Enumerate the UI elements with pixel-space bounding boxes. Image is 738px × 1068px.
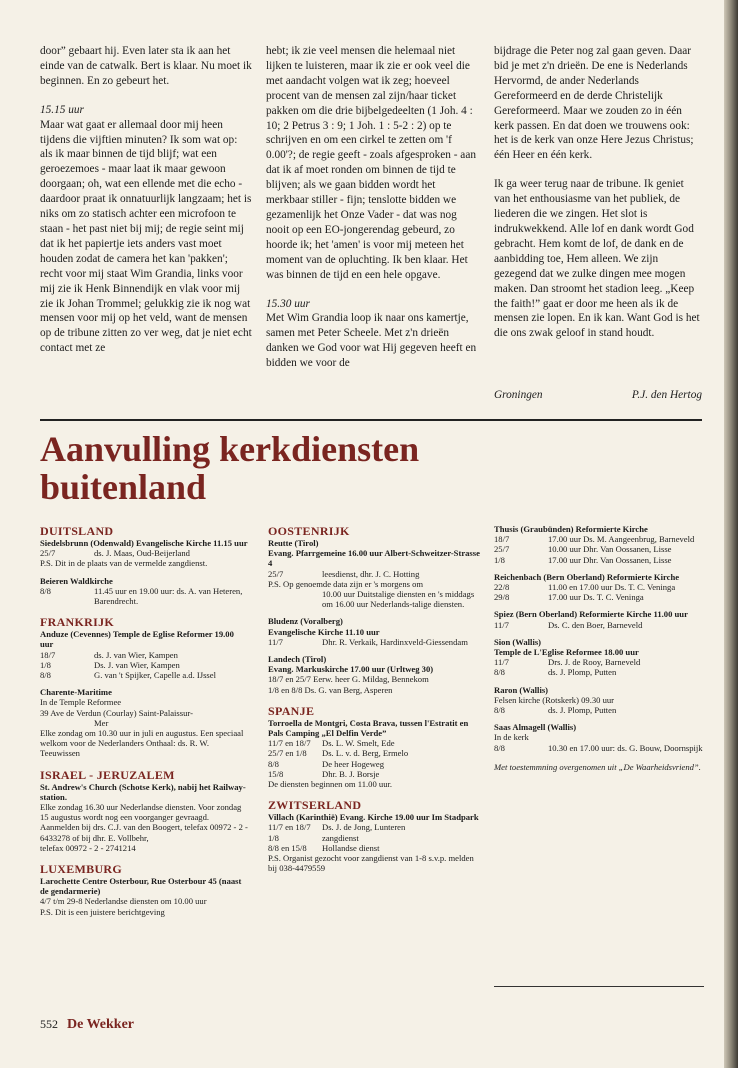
- signature-author: P.J. den Hertog: [631, 389, 702, 401]
- service-date: 18/7: [494, 534, 510, 545]
- service-row: [494, 667, 704, 677]
- service-date: 8/8: [494, 667, 505, 678]
- service-row: [268, 738, 480, 748]
- address-line: In de kerk: [494, 732, 529, 743]
- service-row: [494, 743, 704, 753]
- magazine-name: De Wekker: [67, 1017, 135, 1032]
- service-detail: 17.00 uur Ds. T. C. Veninga: [548, 592, 644, 603]
- service-detail: Ds. J. van Wier, Kampen: [94, 659, 180, 670]
- service-line: 1/8 en 8/8 Ds. G. van Berg, Asperen: [268, 684, 393, 695]
- service-detail: 17.00 uur Ds. M. Aangeenbrug, Barneveld: [548, 534, 695, 545]
- service-detail: ds. J. Maas, Oud-Beijerland: [94, 548, 190, 559]
- church-name: Evang. Pfarrgemeine 16.00 uur Albert-Schweitzer-Strasse 4: [268, 548, 480, 569]
- service-date: 1/8: [40, 659, 51, 670]
- service-row: [494, 544, 704, 554]
- note: 4/7 t/m 29-8 Nederlandse diensten om 10.00 uur: [40, 896, 207, 907]
- address-line: In de Temple Reformee: [40, 697, 122, 708]
- service-detail: Drs. J. de Rooy, Barneveld: [548, 657, 641, 668]
- service-row: [40, 670, 248, 680]
- church-name: Temple de L'Eglise Reformee 18.00 uur: [494, 647, 639, 658]
- church-name: Siedelsbrunn (Odenwald) Evangelische Kirche 11.15 uur: [40, 538, 248, 548]
- church-name: Saas Almagell (Wallis): [494, 722, 577, 733]
- church-name: Torroella de Montgri, Costa Brava, tussen l'Estratit en Pals Camping „El Delfin Verde”: [268, 717, 469, 739]
- service-row: [40, 586, 248, 606]
- service-row: [268, 769, 480, 779]
- service-date: 8/8: [40, 585, 51, 596]
- article-paragraph: door” gebaart hij. Even later sta ik aan het einde van de catwalk. Bert is klaar. Nu moet ik beginnen. En zo gebeurt het.: [40, 45, 252, 87]
- service-detail: leesdienst, dhr. J. C. Hotting: [322, 568, 420, 579]
- service-detail: Dhr. R. Verkaik, Hardinxveld-Giessendam: [322, 636, 468, 647]
- article-paragraph: Ik ga weer terug naar de tribune. Ik geniet van het enthousiasme van het publiek, de liederen die we zingen. Het slot is indrukwekkend. Alle lof en dank wordt God gebracht. Hem komt de lof, de dank en de aanbidding toe, Hem alleen. We zijn gezegend dat we zulke dingen mee mogen maken. Dan stroomt het stadion leeg. „Keep the faith!” gaat er door me heen als ik de mensen zie lopen. En ik kan. Want God is het die ons zwak geloof in stand houdt.: [494, 178, 700, 340]
- service-row: [268, 569, 480, 579]
- signature-place: Groningen: [494, 389, 543, 401]
- service-date: 11/7 en 18/7: [268, 822, 311, 833]
- note: telefax 00972 - 2 - 2741214: [40, 842, 136, 853]
- church-name: Anduze (Cevennes) Temple de Eglise Reformer 19.00 uur: [40, 629, 234, 650]
- page-footer: [40, 1017, 134, 1033]
- service-date: 11/7: [494, 619, 509, 630]
- article-column-3: [494, 44, 702, 355]
- note: De diensten beginnen om 11.00 uur.: [268, 779, 393, 790]
- service-detail: Ds. L. v. d. Berg, Ermelo: [322, 748, 409, 759]
- service-row: [494, 620, 704, 630]
- country-heading: ISRAEL - JERUZALEM: [40, 767, 175, 782]
- service-row: [268, 822, 480, 832]
- page-spine-shadow: [724, 0, 738, 1068]
- note: P.S. Organist gezocht voor zangdienst van 1-8 s.v.p. melden bij 038-4479559: [268, 853, 474, 874]
- church-name: Reutte (Tirol): [268, 538, 319, 548]
- country-heading: LUXEMBURG: [40, 862, 123, 877]
- article-column-1: [40, 44, 252, 370]
- page-number: 552: [40, 1017, 58, 1031]
- service-detail: ds. J. Plomp, Putten: [548, 667, 617, 678]
- service-detail: 10.00 uur Dhr. Van Oossanen, Lisse: [548, 544, 672, 555]
- service-detail: Ds. L. W. Smelt, Ede: [322, 738, 395, 749]
- service-detail: Ds. C. den Boer, Barneveld: [548, 619, 643, 630]
- article-column-2: [266, 44, 478, 385]
- service-row: [40, 660, 248, 670]
- service-date: 11/7 en 18/7: [268, 738, 311, 749]
- church-name: Evang. Markuskirche 17.00 uur (Urltweg 30): [268, 664, 434, 675]
- service-detail: ds. J. van Wier, Kampen: [94, 649, 178, 660]
- section-divider: [40, 419, 702, 421]
- article-signature: [494, 389, 702, 401]
- listing-column-3: [494, 524, 704, 772]
- service-date: 8/8: [494, 705, 505, 716]
- service-row: [494, 555, 704, 565]
- note: 10.00 uur Duitstalige diensten en 's middags om 16.00 uur Nederlands-talige diensten.: [322, 589, 475, 610]
- note: P.S. Dit is een juistere berichtgeving: [40, 906, 165, 917]
- service-date: 25/7: [268, 568, 284, 579]
- service-row: [494, 657, 704, 667]
- listing-column-2: [268, 524, 480, 873]
- service-date: 8/8: [40, 670, 51, 681]
- service-row: [268, 759, 480, 769]
- note: Elke zondag om 10.30 uur in juli en augustus. Een speciaal welkom voor de Nederlanders Onthaal: ds. R. W. Teeuwissen: [40, 728, 244, 759]
- article-paragraph: hebt; ik zie veel mensen die helemaal niet lijken te luisteren, maar ik zie er ook veel die met aandacht volgen wat ik zeg; hoeveel procent van de mensen zal zijn/haar ticket pakken om die drie bijbelgedeelten (1 Joh. 4 : 10; 2 Petrus 3 : 9; 1 Joh. 1 : 5-2 : 2) op te schrijven en om een cirkel te zetten om 'f 0.00'?; de regie geeft - zoals afgesproken - aan dat ik af moet ronden om binnen de tijd te blijven; als we gaan bidden wordt het merkbaar stiller - fijn; tenslotte bidden we gezamenlijk het Onze Vader - dat was nog nooit op een EO-jongerendag gebeurd, zo hoorde ik; het 'amen' is voor mij meteen het moment van de opluchting. Ik ben klaar. Het was binnen de tijd en een hele opgave.: [266, 45, 476, 281]
- service-detail: Dhr. B. J. Borsje: [322, 768, 380, 779]
- church-name: Landech (Tirol): [268, 654, 327, 665]
- service-date: 25/7: [494, 544, 510, 555]
- country-heading: FRANKRIJK: [40, 615, 115, 630]
- service-date: 11/7: [268, 636, 283, 647]
- church-name: Sion (Wallis): [494, 636, 542, 647]
- church-name: Villach (Karinthië) Evang. Kirche 19.00 uur Im Stadpark: [268, 812, 479, 823]
- church-name: Larochette Centre Osterbour, Rue Osterbour 45 (naast de gendarmerie): [40, 876, 242, 897]
- service-date: 25/7: [40, 548, 56, 559]
- church-name: Bludenz (Voralberg): [268, 616, 343, 627]
- service-date: 1/8: [268, 832, 279, 843]
- listing-column-1: [40, 524, 248, 917]
- service-date: 8/8: [268, 758, 279, 769]
- headline-line: Aanvulling kerkdiensten: [40, 429, 420, 469]
- service-row: [268, 748, 480, 758]
- church-name: Beieren Waldkirche: [40, 575, 113, 586]
- service-row: [268, 843, 480, 853]
- time-heading: 15.30 uur: [266, 297, 310, 310]
- service-detail: Hollandse dienst: [322, 842, 380, 853]
- church-name: Charente-Maritime: [40, 687, 112, 698]
- service-row: [494, 534, 704, 544]
- address-line: 39 Ave de Verdun (Courlay) Saint-Palaissur-: [40, 707, 193, 718]
- country-heading: SPANJE: [268, 703, 315, 718]
- service-date: 25/7 en 1/8: [268, 748, 307, 759]
- service-row: [40, 548, 248, 558]
- service-detail: Ds. J. de Jong, Lunteren: [322, 822, 406, 833]
- headline-line: buitenland: [40, 467, 207, 507]
- church-name: Reichenbach (Bern Oberland) Reformierte Kirche: [494, 571, 680, 582]
- note: Aanmelden bij drs. C.J. van den Boogert, telefax 00972 - 2 - 6433278 of bij dhr. E. Vollbehr,: [40, 822, 248, 843]
- service-date: 22/8: [494, 582, 510, 593]
- service-row: [494, 592, 704, 602]
- address-line: Felsen kirche (Rotskerk) 09.30 uur: [494, 694, 615, 705]
- service-row: [268, 833, 480, 843]
- service-date: 11/7: [494, 657, 509, 668]
- church-name: St. Andrew's Church (Schotse Kerk), nabij het Railway-station.: [40, 781, 246, 802]
- service-detail: 17.00 uur Dhr. Van Oossanen, Lisse: [548, 554, 672, 565]
- church-name: Spiez (Bern Oberland) Reformierte Kirche 11.00 uur: [494, 609, 688, 620]
- country-heading: DUITSLAND: [40, 524, 114, 538]
- service-row: [494, 705, 704, 715]
- column-end-rule: [494, 986, 704, 987]
- address-line: Mer: [94, 717, 109, 728]
- country-heading: ZWITSERLAND: [268, 798, 362, 813]
- service-date: 1/8: [494, 554, 505, 565]
- service-detail: 10.30 en 17.00 uur: ds. G. Bouw, Doornspijk: [548, 742, 703, 753]
- note: P.S. Op genoemde data zijn er 's morgens om: [268, 578, 424, 589]
- service-line: 18/7 en 25/7 Eerw. heer G. Mildag, Bennekom: [268, 674, 429, 685]
- service-date: 15/8: [268, 768, 284, 779]
- article-paragraph: Maar wat gaat er allemaal door mij heen tijdens die vijftien minuten? Ik som wat op: als ik maar binnen de tijd blijf; wat een geroezemoes - maar laat ik maar gewoon doorgaan; oh, wat een ellende met die echo - daardoor praat ik onnatuurlijk langzaam; het is niks om zo statisch achter een microfoon te staan - het past niet bij mij; de regie seint mij dat ik het papiertje iets anders vast moet houden zodat de camera het kan 'pakken'; recht voor mij staat Wim Grandia, links voor mij zie ik Henk Binnendijk en vlak voor mij zie ik Johan Trommel; gelukkig zie ik nog wat mensen voor mij op het veld, want de mensen op de tribune zitten zo ver weg, dat je niet echt contact met ze: [40, 118, 252, 355]
- service-row: [494, 582, 704, 592]
- source-note: Met toestemmning overgenomen uit „De Waarheidsvriend”.: [494, 761, 701, 772]
- church-name: Thusis (Graubünden) Reformierte Kirche: [494, 524, 648, 534]
- service-date: 29/8: [494, 592, 510, 603]
- article-paragraph: Met Wim Grandia loop ik naar ons kamertje, samen met Peter Scheele. Met z'n drieën danken we God voor wat Hij gegeven heeft en bidden we voor de: [266, 312, 477, 370]
- service-detail: 11.00 en 17.00 uur Ds. T. C. Veninga: [548, 582, 676, 593]
- service-detail: 11.45 uur en 19.00 uur: ds. A. van Heteren, Barendrecht.: [94, 585, 243, 607]
- article-paragraph: bijdrage die Peter nog zal gaan geven. Daar bid je met z'n drieën. De ene is Nederlands Hervormd, de ander Nederlands Gereformeerd en de derde Christelijk Gereformeerd. Maar we zouden zo in één kerk passen. En dat doen we trouwens ook: het is de kerk van onze Here Jezus Christus; één Heer en één kerk.: [494, 45, 694, 162]
- time-heading: 15.15 uur: [40, 103, 84, 116]
- service-detail: zangdienst: [322, 832, 359, 843]
- church-name: Raron (Wallis): [494, 684, 549, 695]
- note: Elke zondag 16.30 uur Nederlandse diensten. Voor zondag 15 augustus wordt nog een voorganger gevraagd.: [40, 802, 242, 823]
- service-date: 8/8: [494, 742, 505, 753]
- service-row: [268, 637, 480, 647]
- service-detail: De heer Hogeweg: [322, 758, 385, 769]
- service-row: [40, 650, 248, 660]
- service-detail: ds. J. Plomp, Putten: [548, 705, 617, 716]
- church-name: Evangelische Kirche 11.10 uur: [268, 626, 380, 637]
- service-detail: G. van 't Spijker, Capelle a.d. IJssel: [94, 670, 216, 681]
- country-heading: OOSTENRIJK: [268, 524, 350, 538]
- note: P.S. Dit in de plaats van de vermelde zangdienst.: [40, 558, 208, 569]
- service-date: 8/8 en 15/8: [268, 842, 307, 853]
- section-headline: [40, 430, 440, 506]
- service-date: 18/7: [40, 649, 56, 660]
